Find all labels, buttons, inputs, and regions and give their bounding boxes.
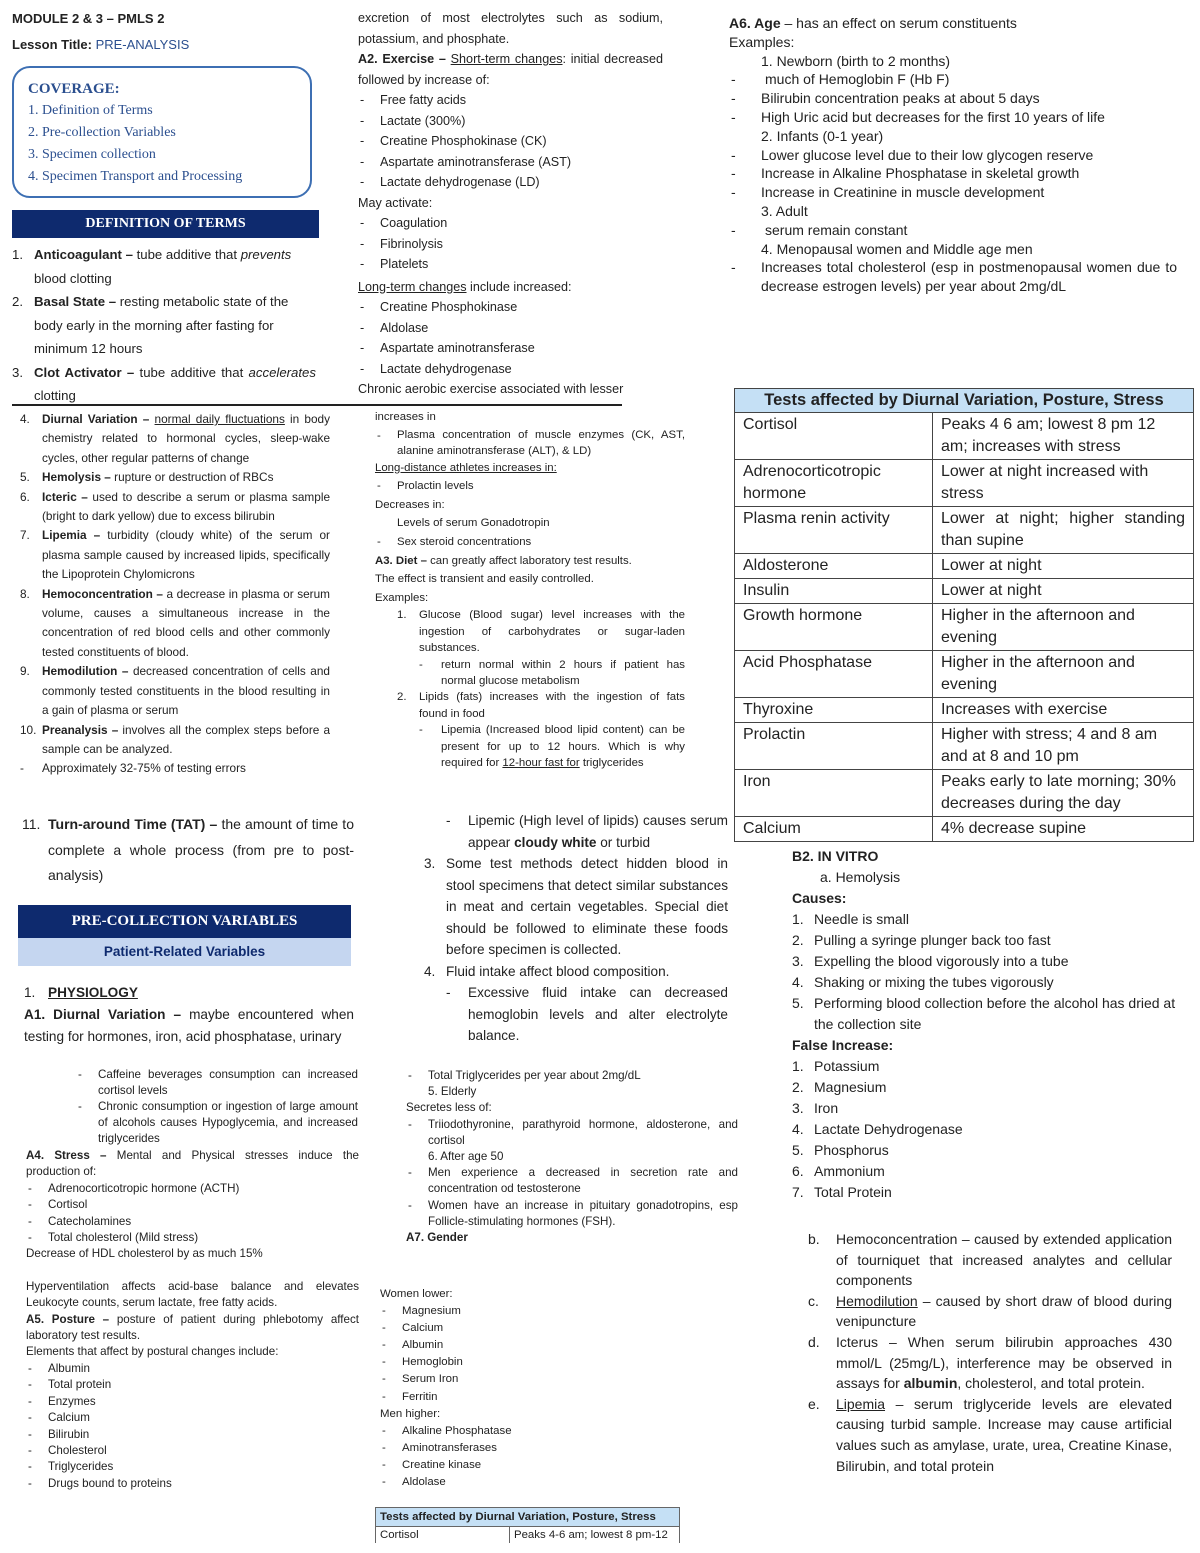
list-item: - Chronic consumption or ingestion of large amount of alcohols causes Hypoglycemia, and increased triglycerides [78,1100,358,1145]
list-item: 4. Lactate Dehydrogenase [792,1121,963,1137]
list-item: - Creatine Phosphokinase [360,300,518,314]
infants-label: 2. Infants (0-1 year) [761,127,884,144]
list-item: - much of Hemoglobin F (Hb F) [731,71,950,88]
list-item: - Lactate dehydrogenase [360,361,512,376]
list-item: - Lactate (300%) [360,113,466,128]
list-item: 5. Phosphorus [792,1142,889,1158]
list-item: 1. Potassium [792,1058,880,1074]
list-item: - Lipemic (High level of lipids) causes serum appear cloudy white or turbid [446,813,728,850]
list-item: - Aldolase [382,1476,446,1489]
list-item: - return normal within 2 hours if patient has normal glucose metabolism [419,658,685,687]
list-item: - Sex steroid concentrations [377,535,532,548]
secretes-label: Secretes less of: [406,1101,492,1115]
table-row: Calcium 4% decrease supine [735,817,1194,842]
list-item: 5. Performing blood collection before the alcohol has dried at the collection site [792,995,1176,1032]
module-header [12,8,332,60]
list-item: - Total protein [28,1378,112,1392]
list-item: - Lower glucose level due to their low glycogen reserve [731,146,1094,163]
list-item: - Calcium [28,1411,90,1425]
list-item: 3. Expelling the blood vigorously into a tube [792,953,1069,969]
elements-text: Elements that affect by postural changes include: [26,1345,279,1359]
list-item: - Increase in Alkaline Phosphatase in skeletal growth [731,165,1080,182]
list-item: - Drugs bound to proteins [28,1476,172,1490]
a3-paragraph: A3. Diet – can greatly affect laboratory test results. [375,554,632,567]
false-increase-label: False Increase: [792,1037,894,1053]
list-item: 4. Fluid intake affect blood composition. [424,963,670,979]
table-row: Cortisol Peaks 4 6 am; lowest 8 pm 12 am; increases with stress [735,413,1194,460]
definition-item: 9. Hemodilution – decreased concentration of cells and commonly tested constituents in the blood resulting in a gain of plasma or serum [20,664,330,718]
list-item: - Cortisol [28,1198,88,1212]
list-item: - Increases total cholesterol (esp in postmenopausal women due to decrease estrogen levels) per year about 2mg/dL [731,259,1177,295]
list-item: - Magnesium [382,1305,461,1318]
newborn-label: 1. Newborn (birth to 2 months) [761,52,951,69]
invitro-section [792,846,1182,1203]
list-item: - Bilirubin [28,1427,90,1441]
definition-item: 8. Hemoconcentration – a decrease in plasma or serum volume, causes a simultaneous increase in the concentration of red blood cells and other commonly tested constituents of blood. [20,586,330,659]
decreases-in: Decreases in: [375,498,445,511]
invitro-heading: B2. IN VITRO [792,848,879,864]
definitions-heading: DEFINITION OF TERMS [12,210,319,238]
list-item: 6. Ammonium [792,1163,885,1179]
coverage-box [12,66,312,198]
list-item: b. Hemoconcentration – caused by extended application of tourniquet that increased analytes and cellular components [808,1231,1172,1289]
table-row: Thyroxine Increases with exercise [735,698,1194,723]
menopausal-label: 4. Menopausal women and Middle age men [761,240,1033,257]
interference-list [808,1229,1172,1476]
definition-item: 6. Icteric – used to describe a serum or plasma sample (bright to dark yellow) due to excess bilirubin [20,489,330,524]
definitions-list-a [12,243,316,408]
lesson-title: Lesson Title: PRE-ANALYSIS [12,37,190,52]
list-item: d. Icterus – When serum bilirubin approaches 430 mmol/L (25mg/L), interference may be observed in assays for albumin, cholesterol, and total protein. [808,1333,1172,1392]
elderly-label: 5. Elderly [428,1085,477,1099]
list-item: - Men experience a decreased in secretion rate and concentration od testosterone [408,1166,738,1196]
a1-paragraph: A1. Diurnal Variation – maybe encountered when testing for hormones, iron, acid phosphatase, urinary [24,1007,354,1044]
table-row: Acid Phosphatase Higher in the afternoon and evening [735,651,1194,698]
physiology-section: 1. PHYSIOLOGY A1. Diurnal Variation – maybe encountered when testing for hormones, iron, acid phosphatase, urinary [24,982,354,1048]
list-item: - Lactate dehydrogenase (LD) [360,175,540,189]
table-row: Insulin Lower at night [735,579,1194,604]
list-item: 2. Lipids (fats) increases with the ingestion of fats found in food [397,691,685,720]
list-item: 1. Needle is small [792,911,909,927]
a5-paragraph: A5. Posture – posture of patient during phlebotomy affect laboratory test results. [26,1312,359,1343]
table-row: Adrenocorticotropic hormone Lower at night increased with stress [735,460,1194,507]
examples-label: Examples: [729,33,795,50]
list-item: - Enzymes [28,1394,96,1408]
coverage-item: 1. Definition of Terms [28,103,153,118]
transient-text: The effect is transient and easily controlled. [375,573,594,586]
table-row: Aldosterone Lower at night [735,554,1194,579]
a2-paragraph: A2. Exercise – Short-term changes: initial decreased followed by increase of: [358,52,663,87]
list-item: - Excessive fluid intake can decreased hemoglobin levels and alter electrolyte balance. [446,985,728,1043]
definition-item: 10. Preanalysis – involves all the complex steps before a sample can be analyzed. [20,722,330,756]
definition-item: 5. Hemolysis – rupture or destruction of RBCs [20,470,274,485]
list-item: - Creatine Phosphokinase (CK) [360,134,547,148]
diurnal-table [734,388,1194,842]
list-item: - Hemoglobin [382,1356,463,1369]
list-item: - Alkaline Phosphatase [382,1424,512,1437]
list-item: - Caffeine beverages consumption can increased cortisol levels [78,1068,358,1097]
definition-item: 1. Anticoagulant – tube additive that prevents blood clotting [12,247,292,286]
list-item: - Creatine kinase [382,1458,482,1471]
list-item: - Lipemia (Increased blood lipid content) can be present for up to 12 hours. Which is why required for 12-hour fast for triglycerides [419,724,685,769]
list-item: - Plasma concentration of muscle enzymes (CK, AST, alanine aminotransferase (ALT), & LD) [377,428,685,457]
list-item: - Fibrinolysis [360,236,443,251]
list-item: - Ferritin [382,1390,438,1403]
chronic-text: Chronic aerobic exercise associated with lesser [358,382,624,396]
patient-variables-subheading: Patient-Related Variables [18,938,351,966]
list-item: - Coagulation [360,216,448,230]
definition-item: 4. Diurnal Variation – normal daily fluctuations in body chemistry related to hormonal cycles, sleep-wake cycles, other regular patterns of change [20,412,330,465]
mini-table-cell: Peaks 4-6 am; lowest 8 pm-12 [514,1529,668,1541]
table-row: Prolactin Higher with stress; 4 and 8 am and at 8 and 10 pm [735,723,1194,770]
list-item: - Aldolase [360,320,429,335]
list-item: - Triiodothyronine, parathyroid hormone, aldosterone, and cortisol [408,1117,738,1147]
list-item: e. Lipemia – serum triglyceride levels are elevated causing turbid sample. Increase may cause artificial values such as amylase, urate, urea, Creatine Kinase, Bilirubin, and total protein [808,1395,1172,1474]
list-item: 2. Magnesium [792,1079,887,1095]
list-item: Levels of serum Gonadotropin [397,517,550,530]
list-item: 4. Shaking or mixing the tubes vigorously [792,974,1054,990]
coverage-title: COVERAGE: [28,81,120,97]
precollection-heading: PRE-COLLECTION VARIABLES [18,905,351,938]
list-item: - Total cholesterol (Mild stress) [28,1231,199,1245]
module-title: MODULE 2 & 3 – PMLS 2 [12,11,165,26]
men-higher-label: Men higher: [380,1407,441,1420]
examples-label: Examples: [375,591,429,604]
definition-item: 7. Lipemia – turbidity (cloudy white) of the serum or plasma sample caused by increased lipids, specifically the Lipoprotein Chylomicrons [20,528,330,582]
alcohol-list [76,1067,358,1147]
list-item: - Bilirubin concentration peaks at about 5 days [731,90,1040,107]
adult-label: 3. Adult [761,202,808,219]
women-lower-label: Women lower: [380,1288,453,1300]
coverage-item: 4. Specimen Transport and Processing [28,169,243,184]
list-item: - Total Triglycerides per year about 2mg/dL [408,1069,641,1082]
a6-heading: A6. Age – has an effect on serum constituents [729,15,1017,31]
exercise-section [358,8,663,400]
age-continued [406,1068,738,1246]
list-item: 1. Glucose (Blood sugar) level increases with the ingestion of carbohydrates or sugar-laden substances. [397,609,685,655]
list-item: - Aminotransferases [382,1441,497,1454]
physiology-heading: PHYSIOLOGY [48,985,138,1000]
list-item: - serum remain constant [731,221,908,238]
section-divider [12,404,622,406]
diet-continued [424,810,728,1047]
table-row: Plasma renin activity Lower at night; higher standing than supine [735,507,1194,554]
definitions-list-b [20,410,330,779]
hdl-text: Decrease of HDL cholesterol by as much 15% [26,1247,263,1261]
increases-in: increases in [375,411,436,423]
gender-section [380,1286,680,1491]
mini-table [375,1507,680,1543]
table-row: Growth hormone Higher in the afternoon and evening [735,604,1194,651]
list-item: 3. Some test methods detect hidden blood in stool specimens that detect similar substances in meat and certain vegetables. Special diet should be followed to eliminate these foods before specimen is collected. [424,856,728,957]
definition-item-11: 11. Turn-around Time (TAT) – the amount of time to complete a whole process (from pre to post-analysis) [22,816,354,883]
after50-label: 6. After age 50 [428,1150,504,1164]
gender-heading: A7. Gender [406,1231,468,1245]
list-item: - Adrenocorticotropic hormone (ACTH) [28,1181,240,1195]
age-section [729,14,1177,296]
list-item: - Albumin [28,1361,90,1375]
table-row: Iron Peaks early to late morning; 30% decreases during the day [735,770,1194,817]
list-item: - Serum Iron [382,1373,459,1386]
list-item: c. Hemodilution – caused by short draw of blood during venipuncture [808,1292,1172,1330]
list-item: - Increase in Creatinine in muscle development [731,184,1045,201]
diet-section [375,408,685,771]
definition-bullet: - Approximately 32-75% of testing errors [20,761,246,776]
coverage-item: 3. Specimen collection [28,147,156,162]
list-item: - Triglycerides [28,1460,114,1474]
list-item: - Platelets [360,257,429,271]
definition-item: 2. Basal State – resting metabolic state of the body early in the morning after fasting for minimum 12 hours [12,294,289,356]
intro-text: excretion of most electrolytes such as sodium, potassium, and phosphate. [358,11,663,46]
causes-label: Causes: [792,890,847,906]
table-title: Tests affected by Diurnal Variation, Posture, Stress [735,389,1194,413]
coverage-item: 2. Pre-collection Variables [28,125,176,140]
hemolysis-label: a. Hemolysis [820,869,901,885]
list-item: 3. Iron [792,1100,839,1116]
may-activate: May activate: [358,195,433,210]
list-item: - High Uric acid but decreases for the first 10 years of life [731,108,1105,125]
hyperventilation-text: Hyperventilation affects acid-base balance and elevates Leukocyte counts, serum lactate, free fatty acids. [26,1279,359,1310]
list-item: 2. Pulling a syringe plunger back too fast [792,932,1051,948]
list-item: - Women have an increase in pituitary gonadotropins, esp Follicle-stimulating hormones (FSH). [408,1198,738,1228]
long-term-text: Long-term changes include increased: [358,279,572,294]
list-item: - Prolactin levels [377,480,474,493]
mini-table-title: Tests affected by Diurnal Variation, Posture, Stress [375,1507,680,1527]
list-item: - Aspartate aminotransferase [360,341,535,355]
mini-table-cell: Cortisol [376,1527,510,1543]
list-item: - Catecholamines [28,1214,132,1228]
list-item: - Albumin [382,1339,444,1352]
definition-item: 3. Clot Activator – tube additive that accelerates clotting [12,364,316,403]
list-item: 7. Total Protein [792,1184,892,1200]
coverage-list [28,100,296,188]
stress-section [26,1148,359,1492]
list-item: - Cholesterol [28,1443,107,1457]
list-item: - Free fatty acids [360,93,467,107]
long-distance: Long-distance athletes increases in: [375,461,557,474]
a4-paragraph: A4. Stress – Mental and Physical stresses induce the production of: [26,1149,359,1179]
list-item: - Aspartate aminotransferase (AST) [360,154,572,169]
list-item: - Calcium [382,1322,444,1335]
